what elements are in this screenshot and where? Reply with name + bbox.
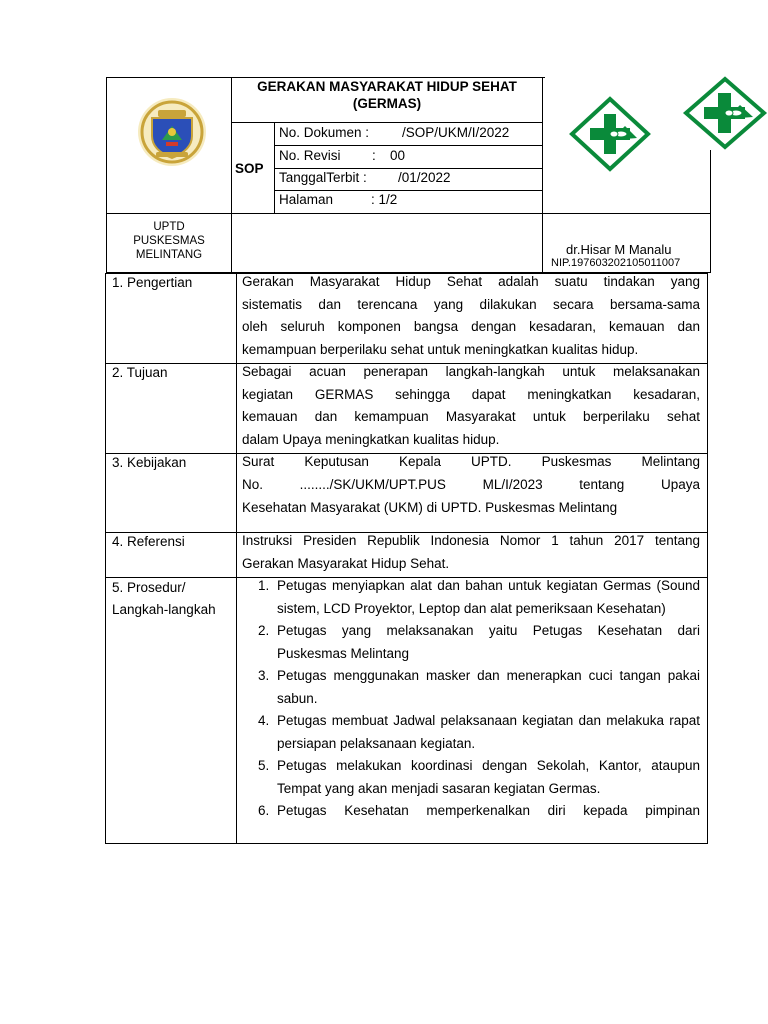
step-item: 2. Petugas yang melaksanakan yaitu Petugas Kesehatan dari Puskesmas Melintang [273,620,700,665]
pengertian-line3: oleh seluruh komponen bangsa dengan kesadaran, kemauan dan [242,319,700,334]
referensi-label: 4. Referensi [112,534,185,549]
signer-nip: NIP.197603202105011007 [551,257,681,269]
pengertian-line1: Gerakan Masyarakat Hidup Sehat adalah suatu tindakan yang [242,274,700,289]
org-line1: UPTD [153,221,185,233]
tujuan-label: 2. Tujuan [112,365,168,380]
revision-label: No. Revisi [279,148,341,163]
step-item: 5. Petugas melakukan koordinasi dengan Sekolah, Kantor, ataupun Tempat yang akan menjadi sasaran kegiatan Germas. [273,755,700,800]
org-line3: MELINTANG [135,249,203,261]
pengertian-label: 1. Pengertian [112,275,193,290]
tujuan-line2: kegiatan GERMAS sehingga dapat meningkatkan kesadaran, [242,387,700,402]
kebijakan-line2: No. ......../SK/UKM/UPT.PUS ML/I/2023 tentang Upaya [242,477,700,492]
sop-title-line2: (GERMAS) [352,96,422,111]
prosedur-steps [242,575,700,823]
page-value: : 1/2 [371,192,398,207]
step-item: 4. Petugas membuat Jadwal pelaksanaan kegiatan dan melakuka rapat persiapan pelaksanaan kegiatan. [273,710,700,755]
pengertian-line4: kemampuan berperilaku sehat untuk meningkatkan kualitas hidup. [242,342,639,357]
date-label: TanggalTerbit : [279,170,367,185]
puskesmas-logo-framed [682,76,768,150]
referensi-line1: Instruksi Presiden Republik Indonesia Nomor 1 tahun 2017 tentang [242,533,700,548]
regional-emblem-logo [136,96,208,168]
date-value: /01/2022 [398,170,451,185]
doc-no-value: /SOP/UKM/I/2022 [402,125,510,140]
org-line2: PUSKESMAS [133,235,205,247]
puskesmas-logo [567,96,653,172]
tujuan-line3: kemauan dan kemampuan Masyarakat untuk berperilaku sehat [242,409,700,424]
tujuan-line4: dalam Upaya meningkatkan kualitas hidup. [242,432,500,447]
page-label: Halaman [279,192,334,207]
referensi-line2: Gerakan Masyarakat Hidup Sehat. [242,556,450,571]
signer-name: dr.Hisar M Manalu [566,242,672,257]
step-item: 3. Petugas menggunakan masker dan menerapkan cuci tangan pakai sabun. [273,665,700,710]
doc-no-label: No. Dokumen : [279,125,370,140]
revision-value: 00 [390,148,406,163]
kebijakan-line1: Surat Keputusan Kepala UPTD. Puskesmas Melintang [242,454,700,469]
step-item: 1. Petugas menyiapkan alat dan bahan untuk kegiatan Germas (Sound sistem, LCD Proyektor, Leptop dan alat pemeriksaan Kesehatan) [273,575,700,620]
sop-title-line1: GERAKAN MASYARAKAT HIDUP SEHAT [257,79,517,94]
prosedur-clip [237,575,707,842]
step-item: 6. Petugas Kesehatan memperkenalkan diri kepada pimpinan [273,800,700,823]
kebijakan-label: 3. Kebijakan [112,455,187,470]
prosedur-label-line2: Langkah-langkah [112,602,216,617]
kebijakan-line3: Kesehatan Masyarakat (UKM) di UPTD. Puskesmas Melintang [242,500,618,515]
prosedur-label-line1: 5. Prosedur/ [112,580,186,595]
sop-label: SOP [235,161,264,176]
tujuan-line1: Sebagai acuan penerapan langkah-langkah untuk melaksanakan [242,364,700,379]
revision-separator: : [372,148,376,163]
pengertian-line2: sistematis dan terencana yang dilakukan secara bersama-sama [242,297,700,312]
